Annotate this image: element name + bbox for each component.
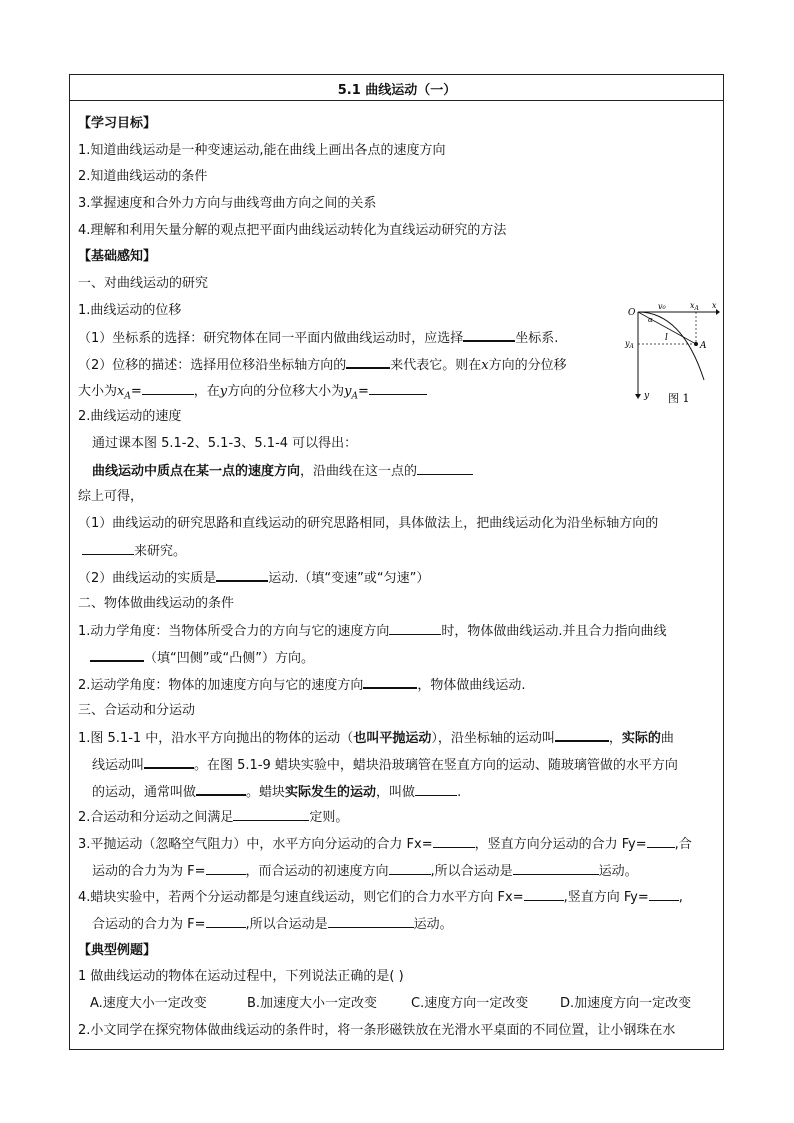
blank-p2b — [90, 648, 144, 662]
blank-motion1 — [513, 862, 599, 875]
page-title: 5.1 曲线运动（一） — [337, 83, 457, 98]
figure-1 — [624, 298, 720, 406]
fig-o: O — [628, 308, 636, 318]
goal-4: 4.理解和利用矢量分解的观点把平面内曲线运动转化为直线运动研究的方法 — [78, 223, 507, 238]
blank-p3c — [196, 782, 246, 796]
blank-vel — [417, 462, 473, 475]
part3-b: 2.合运动和分运动之间满足 定则。 — [78, 810, 349, 825]
blank-fx2 — [524, 888, 564, 901]
blank-fy1 — [647, 835, 675, 848]
blank-s2 — [216, 568, 268, 582]
part2-line1b: （填“凹侧”或“凸侧”）方向。 — [90, 648, 314, 667]
blank-xa — [142, 382, 194, 395]
goal-1: 1.知道曲线运动是一种变速运动,能在曲线上画出各点的速度方向 — [78, 143, 446, 158]
goal-3: 3.掌握速度和合外力方向与曲线弯曲方向之间的关系 — [78, 196, 377, 211]
part3-a3: 的运动，通常叫做 。蜡块实际发生的运动，叫做 . — [92, 782, 461, 801]
examples-heading: 【典型例题】 — [78, 943, 157, 958]
option-c: C.速度方向一定改变 — [411, 996, 529, 1011]
part1-sub1: 1.曲线运动的位移 — [78, 303, 182, 318]
goal-2: 2.知道曲线运动的条件 — [78, 169, 208, 184]
goals-heading: 【学习目标】 — [78, 116, 157, 131]
summary-1: （1）曲线运动的研究思路和直线运动的研究思路相同，具体做法上，把曲线运动化为沿坐标轴方向的 — [78, 516, 659, 531]
blank-p3a — [555, 728, 609, 742]
blank-coord — [463, 328, 515, 342]
figs-line: 通过课本图 5.1-2、5.1-3、5.1-4 可以得出： — [92, 436, 358, 451]
option-d: D.加速度方向一定改变 — [560, 996, 692, 1011]
blank-motion2 — [328, 915, 414, 928]
blank-dir — [389, 862, 431, 875]
option-b: B.加速度大小一定改变 — [247, 996, 378, 1011]
blank-p2a — [389, 622, 441, 635]
part2-heading: 二、物体做曲线运动的条件 — [78, 596, 235, 611]
part2-line2: 2.运动学角度：物体的加速度方向与它的速度方向 ，物体做曲线运动. — [78, 675, 526, 694]
part3-c1: 3.平抛运动（忽略空气阻力）中，水平方向分运动的合力 Fx= ，竖直方向分运动的合力 Fy= ,合 — [78, 837, 692, 852]
summary-2: （2）曲线运动的实质是 运动.（填“变速”或“匀速”） — [78, 568, 429, 587]
blank-p3b — [144, 755, 194, 769]
fig-l: l — [665, 333, 668, 343]
blank-f2 — [206, 915, 246, 928]
blank-s1 — [82, 542, 134, 555]
fig-x: x — [712, 301, 717, 310]
blank-fx1 — [433, 835, 475, 848]
part1-sub2: 2.曲线运动的速度 — [78, 409, 182, 424]
part3-d1: 4.蜡块实验中，若两个分运动都是匀速直线运动，则它们的合力水平方向 Fx= ,竖直方向 Fy= , — [78, 890, 683, 905]
part3-a1: 1.图 5.1-1 中，沿水平方向抛出的物体的运动（也叫平抛运动），沿坐标轴的运动叫 ，实际的曲 — [78, 728, 674, 747]
blank-ya — [369, 382, 427, 395]
blank-fy2 — [649, 888, 679, 901]
fig-caption: 图 1 — [668, 392, 690, 405]
fig-ya: $y_A$ — [625, 339, 634, 350]
option-a: A.速度大小一定改变 — [90, 996, 207, 1011]
vel-line: 曲线运动中质点在某一点的速度方向，沿曲线在这一点的 — [92, 462, 473, 480]
summary-1b: 来研究。 — [82, 542, 186, 560]
part3-d2: 合运动的合力为 F= ,所以合运动是 运动。 — [92, 917, 453, 932]
size-line: 大小为$x_A=$ ，在y方向的分位移大小为$y_A=$ — [78, 382, 427, 406]
part2-line1: 1.动力学角度：当物体所受合力的方向与它的速度方向 时，物体做曲线运动.并且合力指向曲线 — [78, 624, 667, 639]
part1-heading: 一、对曲线运动的研究 — [78, 276, 209, 291]
disp-line: （2）位移的描述：选择用位移沿坐标轴方向的 来代表它。则在x方向的分位移 — [78, 355, 567, 374]
question-1: 1 做曲线运动的物体在运动过程中，下列说法正确的是( ) — [78, 969, 404, 984]
summary-line: 综上可得， — [78, 489, 144, 504]
blank-p3d — [415, 783, 457, 796]
basics-heading: 【基础感知】 — [78, 249, 157, 264]
fig-v0: v₀ — [658, 302, 666, 311]
fig-y: y — [644, 391, 650, 401]
question-2: 2.小文同学在探究物体做曲线运动的条件时，将一条形磁铁放在光滑水平桌面的不同位置，让小钢珠在水 — [78, 1023, 676, 1038]
fig-a: A — [700, 341, 707, 351]
blank-p3e — [233, 808, 309, 821]
part3-heading: 三、合运动和分运动 — [78, 703, 196, 718]
coord-line: （1）坐标系的选择：研究物体在同一平面内做曲线运动时，应选择 坐标系. — [78, 328, 558, 347]
fig-xa: $x_A$ — [690, 301, 699, 312]
blank-f1 — [206, 862, 246, 875]
blank-p2c — [363, 675, 417, 689]
part3-a2: 线运动叫 。在图 5.1-9 蜡块实验中，蜡块沿玻璃管在竖直方向的运动、随玻璃管做的水平方向 — [92, 755, 678, 774]
part3-c2: 运动的合力为为 F= ，而合运动的初速度方向 ,所以合运动是 运动。 — [92, 864, 638, 879]
blank-disp — [346, 355, 390, 369]
fig-alpha: α — [648, 316, 653, 324]
